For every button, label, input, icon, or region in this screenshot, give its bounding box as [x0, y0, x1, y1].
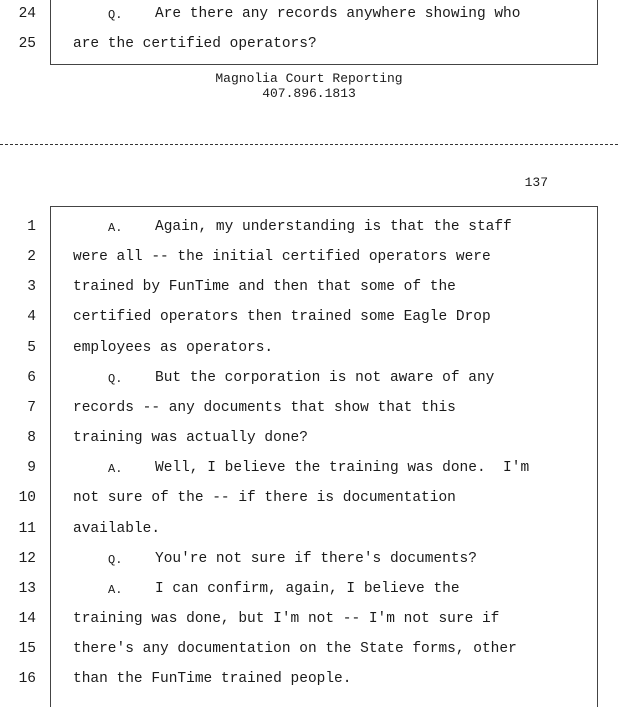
line-number: 2: [27, 249, 36, 266]
transcript-line: [0, 213, 618, 243]
line-number: 6: [27, 369, 36, 386]
footer-phone: 407.896.1813: [262, 86, 356, 101]
transcript-line: [0, 515, 618, 545]
line-text: Again, my understanding is that the staff: [155, 219, 512, 235]
line-text: not sure of the -- if there is documentation: [73, 490, 456, 507]
speaker-label: Q.: [108, 552, 123, 567]
transcript-line: [0, 0, 618, 30]
line-number: 10: [18, 490, 36, 507]
line-number: 25: [18, 36, 36, 52]
speaker-label: A.: [108, 221, 123, 235]
line-number: 1: [27, 219, 36, 235]
line-number: 3: [27, 279, 36, 296]
line-text: were all -- the initial certified operators were: [73, 249, 491, 266]
transcript-line: [0, 635, 618, 665]
line-text: certified operators then trained some Eagle Drop: [73, 309, 491, 326]
page-separator: [0, 144, 618, 145]
line-text: training was done, but I'm not -- I'm not sure if: [73, 610, 500, 627]
line-number: 4: [27, 309, 36, 326]
transcript-line: [0, 243, 618, 273]
speaker-label: A.: [108, 582, 123, 597]
line-number: 7: [27, 399, 36, 416]
line-text: records -- any documents that show that this: [73, 399, 456, 416]
line-number: 13: [18, 580, 36, 597]
transcript-line: [0, 545, 618, 575]
line-text: available.: [73, 520, 161, 537]
line-number: 11: [18, 520, 36, 537]
line-text: Are there any records anywhere showing who: [155, 6, 521, 22]
line-text: But the corporation is not aware of any: [155, 369, 495, 386]
line-text: You're not sure if there's documents?: [155, 550, 477, 567]
transcript-line: [0, 484, 618, 514]
speaker-label: A.: [108, 462, 123, 477]
line-number: 24: [18, 6, 36, 22]
transcript-line: [0, 303, 618, 333]
line-number: 16: [18, 671, 36, 688]
line-text: are the certified operators?: [73, 36, 317, 52]
transcript-line: [0, 454, 618, 484]
line-text: there's any documentation on the State forms, other: [73, 641, 517, 658]
speaker-label: Q.: [108, 371, 123, 386]
transcript-line: [0, 30, 618, 60]
line-number: 12: [18, 550, 36, 567]
line-number: 9: [27, 460, 36, 477]
transcript-line: [0, 575, 618, 605]
line-text: trained by FunTime and then that some of the: [73, 279, 456, 296]
line-text: employees as operators.: [73, 339, 274, 356]
transcript-line: [0, 665, 618, 695]
transcript-line: [0, 273, 618, 303]
line-text: than the FunTime trained people.: [73, 671, 352, 688]
line-number: 14: [18, 610, 36, 627]
transcript-line: [0, 334, 618, 364]
footer-company: Magnolia Court Reporting: [215, 71, 403, 86]
transcript-line: [0, 394, 618, 424]
line-number: 5: [27, 339, 36, 356]
transcript-line: [0, 605, 618, 635]
transcript-line: [0, 364, 618, 394]
page-number: 137: [524, 175, 548, 190]
line-number: 8: [27, 430, 36, 447]
line-number: 15: [18, 641, 36, 658]
line-text: I can confirm, again, I believe the: [155, 580, 460, 597]
line-text: Well, I believe the training was done. I'm: [155, 460, 530, 477]
speaker-label: Q.: [108, 8, 123, 22]
line-text: training was actually done?: [73, 430, 308, 447]
transcript-line: [0, 424, 618, 454]
